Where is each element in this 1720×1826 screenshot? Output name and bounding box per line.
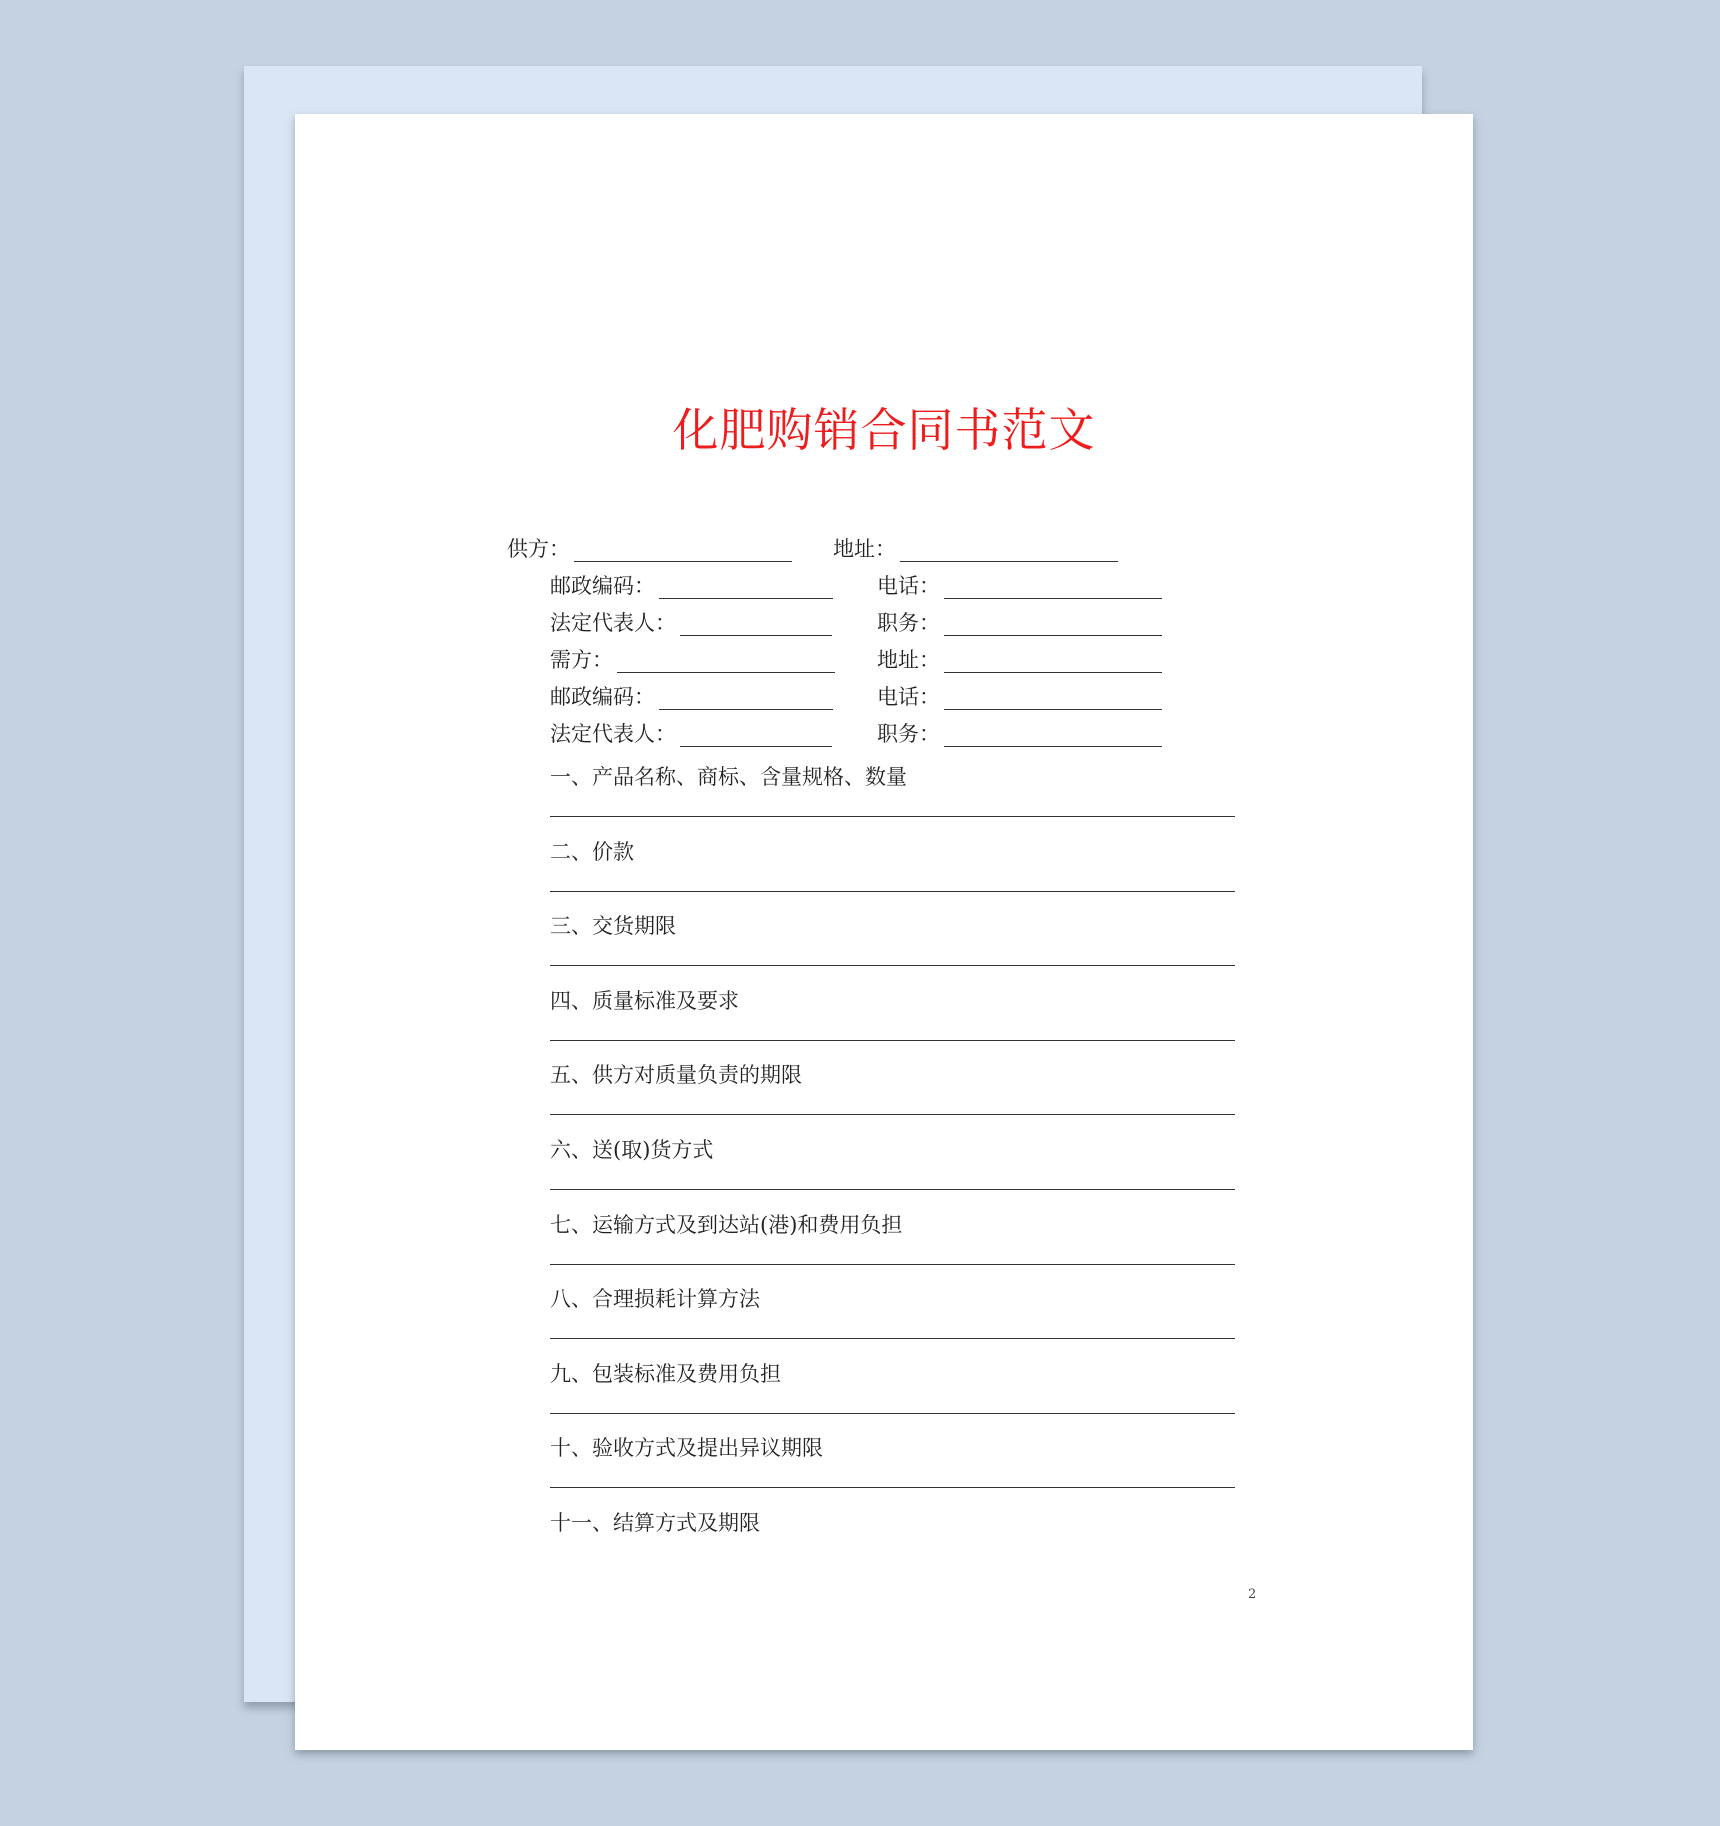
fill-line[interactable] xyxy=(550,1413,1235,1414)
clause-heading: 二、价款 xyxy=(550,839,634,864)
fill-blank[interactable] xyxy=(900,539,1118,562)
buyer-representative-field xyxy=(550,721,832,747)
clause-item xyxy=(550,764,1235,839)
clause-heading: 九、包装标准及费用负担 xyxy=(550,1361,781,1386)
clause-item xyxy=(550,1510,1235,1585)
clause-heading: 八、合理损耗计算方法 xyxy=(550,1287,760,1312)
clause-heading: 四、质量标准及要求 xyxy=(550,988,739,1013)
supplier-phone-field xyxy=(877,573,1162,599)
buyer-address-field xyxy=(877,647,1162,673)
clause-item xyxy=(550,1062,1235,1137)
fill-line[interactable] xyxy=(550,1338,1235,1339)
field-label: 地址： xyxy=(833,537,896,561)
fill-line[interactable] xyxy=(550,816,1235,817)
field-label: 邮政编码： xyxy=(550,685,655,709)
fill-blank[interactable] xyxy=(574,539,792,562)
buyer-position-field xyxy=(877,721,1162,747)
clause-item xyxy=(550,1137,1235,1212)
clause-item xyxy=(550,913,1235,988)
field-label: 邮政编码： xyxy=(550,574,655,598)
clause-heading: 十、验收方式及提出异议期限 xyxy=(550,1436,823,1461)
field-label: 需方： xyxy=(550,648,613,672)
supplier-field xyxy=(507,536,792,562)
clause-item xyxy=(550,1286,1235,1361)
fill-blank[interactable] xyxy=(944,724,1162,747)
buyer-phone-field xyxy=(877,684,1162,710)
clause-item xyxy=(550,839,1235,914)
field-label: 电话： xyxy=(877,685,940,709)
clause-item xyxy=(550,1212,1235,1287)
field-label: 地址： xyxy=(877,648,940,672)
clause-item xyxy=(550,988,1235,1063)
fill-line[interactable] xyxy=(550,1264,1235,1265)
field-label: 电话： xyxy=(877,574,940,598)
fill-blank[interactable] xyxy=(944,613,1162,636)
clause-heading: 七、运输方式及到达站(港)和费用负担 xyxy=(550,1212,903,1237)
supplier-position-field xyxy=(877,610,1162,636)
fill-blank[interactable] xyxy=(944,687,1162,710)
clause-heading: 三、交货期限 xyxy=(550,914,676,939)
fill-line[interactable] xyxy=(550,965,1235,966)
clause-heading: 十一、结算方式及期限 xyxy=(550,1510,760,1535)
fill-line[interactable] xyxy=(550,891,1235,892)
clause-item xyxy=(550,1361,1235,1436)
clause-heading: 一、产品名称、商标、含量规格、数量 xyxy=(550,765,907,789)
fill-blank[interactable] xyxy=(680,724,832,747)
buyer-postcode-field xyxy=(550,684,833,710)
buyer-field xyxy=(550,647,835,673)
fill-line[interactable] xyxy=(550,1487,1235,1488)
fill-line[interactable] xyxy=(550,1040,1235,1041)
contract-clauses xyxy=(550,764,1235,1585)
clause-item xyxy=(550,1435,1235,1510)
supplier-address-field xyxy=(833,536,1118,562)
fill-blank[interactable] xyxy=(659,576,833,599)
field-label: 法定代表人： xyxy=(550,722,676,746)
clause-heading: 六、送(取)货方式 xyxy=(550,1137,714,1162)
field-label: 供方： xyxy=(507,537,570,561)
page-number: 2 xyxy=(1248,1587,1257,1602)
supplier-postcode-field xyxy=(550,573,833,599)
fill-blank[interactable] xyxy=(944,576,1162,599)
field-label: 职务： xyxy=(877,722,940,746)
field-label: 职务： xyxy=(877,611,940,635)
supplier-representative-field xyxy=(550,610,832,636)
fill-blank[interactable] xyxy=(659,687,833,710)
fill-blank[interactable] xyxy=(617,650,835,673)
fill-blank[interactable] xyxy=(944,650,1162,673)
document-title: 化肥购销合同书范文 xyxy=(672,403,1096,457)
fill-blank[interactable] xyxy=(680,613,832,636)
fill-line[interactable] xyxy=(550,1189,1235,1190)
fill-line[interactable] xyxy=(550,1114,1235,1115)
clause-heading: 五、供方对质量负责的期限 xyxy=(550,1063,802,1088)
field-label: 法定代表人： xyxy=(550,611,676,635)
document-page xyxy=(295,114,1473,1750)
